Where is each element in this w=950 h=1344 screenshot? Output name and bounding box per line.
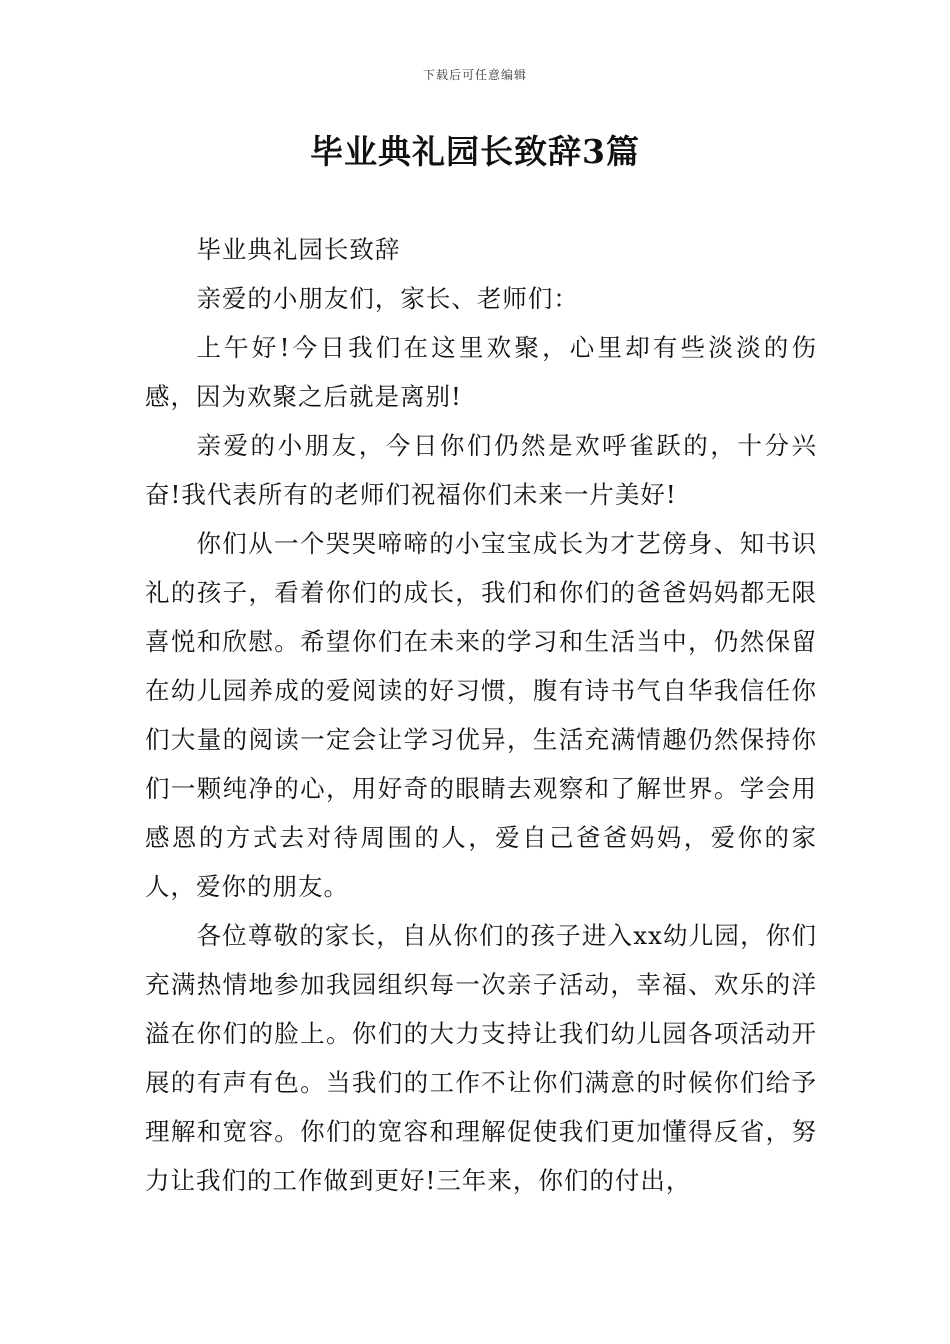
paragraph-subtitle: 毕业典礼园长致辞 [196, 235, 401, 264]
paragraph: 亲爱的小朋友，今日你们仍然是欢呼雀跃的，十分兴奋!我代表所有的老师们祝福你们未来一片美好! [145, 431, 817, 509]
paragraph: 上午好!今日我们在这里欢聚，心里却有些淡淡的伤感，因为欢聚之后就是离别! [145, 333, 817, 411]
paragraph: 你们从一个哭哭啼啼的小宝宝成长为才艺傍身、知书识礼的孩子，看着你们的成长，我们和你们的爸爸妈妈都无限喜悦和欣慰。希望你们在未来的学习和生活当中，仍然保留在幼儿园养成的爱阅读的好习惯，腹有诗书气自华我信任你们大量的阅读一定会让学习优异，生活充满情趣仍然保持你们一颗纯净的心，用好奇的眼睛去观察和了解世界。学会用感恩的方式去对待周围的人，爱自己爸爸妈妈，爱你的家人，爱你的朋友。 [145, 529, 817, 901]
document-body [145, 225, 817, 1205]
document-title: 毕业典礼园长致辞3篇 [310, 132, 640, 171]
paragraph: 各位尊敬的家长，自从你们的孩子进入xx幼儿园，你们充满热情地参加我园组织每一次亲子活动，幸福、欢乐的洋溢在你们的脸上。你们的大力支持让我们幼儿园各项活动开展的有声有色。当我们的工作不让你们满意的时候你们给予理解和宽容。你们的宽容和理解促使我们更加懂得反省，努力让我们的工作做到更好!三年来，你们的付出， [145, 921, 817, 1195]
header-note: 下载后可任意编辑 [422, 68, 527, 82]
paragraph-salutation: 亲爱的小朋友们，家长、老师们： [196, 284, 579, 313]
